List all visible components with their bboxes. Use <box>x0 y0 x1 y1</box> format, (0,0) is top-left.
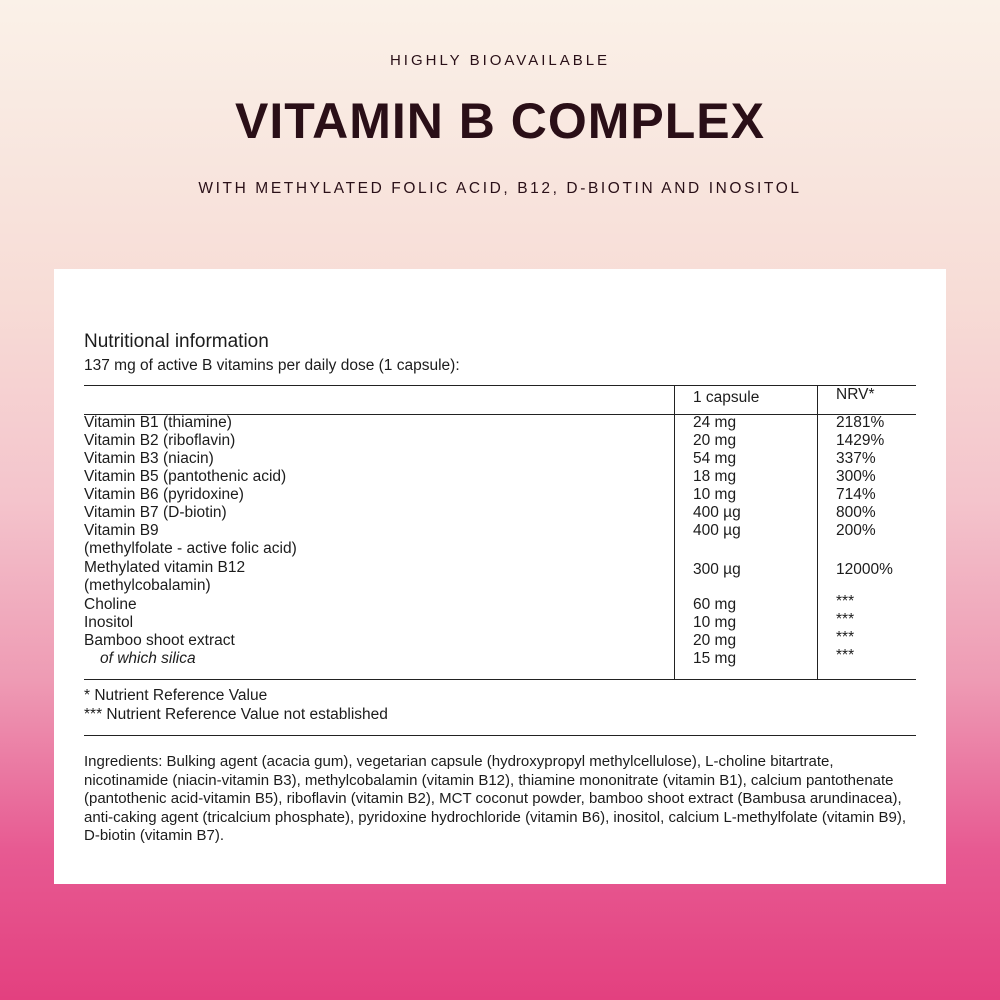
nutrient-nrv: *** <box>836 593 855 610</box>
column-header-nrv: NRV* <box>836 386 875 403</box>
nutrient-name: Vitamin B9 <box>84 522 159 539</box>
nutrient-amount: 20 mg <box>693 632 737 649</box>
nutrient-amount: 60 mg <box>693 596 737 613</box>
nutrient-name: Choline <box>84 596 137 613</box>
nutrient-nrv: 1429% <box>836 432 885 449</box>
ingredients-text: Ingredients: Bulking agent (acacia gum), vegetarian capsule (hydroxypropyl methylcellulose), L-choline bitartrate, nicotinamide (niacin-vitamin B3), methylcobalamin (vitamin B12), thiamine mononitrate (vitamin B1), calcium pantothenate (pantothenic acid-vitamin B5), riboflavin (vitamin B2), MCT coconut powder, bamboo shoot extract (Bambusa arundinacea), anti-caking agent (tricalcium phosphate), pyridoxine hydrochloride (vitamin B6), inositol, calcium L-methylfolate (vitamin B9), D-biotin (vitamin B7). <box>84 753 907 844</box>
nutrient-amount: 10 mg <box>693 486 737 503</box>
nutrient-name: Bamboo shoot extract <box>84 632 235 649</box>
column-divider <box>817 386 818 679</box>
product-title: VITAMIN B COMPLEX <box>235 93 765 149</box>
nutrient-nrv: *** <box>836 611 855 628</box>
column-header-amount: 1 capsule <box>693 389 760 406</box>
nutrient-amount: 54 mg <box>693 450 737 467</box>
nutrition-subheading: 137 mg of active B vitamins per daily dose (1 capsule): <box>84 357 460 374</box>
nutrient-amount: 15 mg <box>693 650 737 667</box>
nutrient-amount: 18 mg <box>693 468 737 485</box>
nutrition-panel <box>54 269 946 884</box>
nutrient-nrv: *** <box>836 629 855 646</box>
nutrition-table <box>84 385 916 680</box>
nutrient-amount: 400 µg <box>693 504 741 521</box>
nutrient-name: Vitamin B3 (niacin) <box>84 450 214 467</box>
nutrient-nrv: 300% <box>836 468 876 485</box>
nutrient-name: Vitamin B2 (riboflavin) <box>84 432 236 449</box>
nutrition-heading: Nutritional information <box>84 331 269 352</box>
nutrient-nrv: 12000% <box>836 561 893 578</box>
nutrient-name: Vitamin B5 (pantothenic acid) <box>84 468 287 485</box>
product-subtitle: WITH METHYLATED FOLIC ACID, B12, D-BIOTIN AND INOSITOL <box>198 180 802 197</box>
nutrient-nrv: 2181% <box>836 414 885 431</box>
nutrient-amount: 10 mg <box>693 614 737 631</box>
nutrient-name: Vitamin B6 (pyridoxine) <box>84 486 244 503</box>
footnote-nrv: * Nutrient Reference Value <box>84 687 268 704</box>
nutrient-nrv: 200% <box>836 522 876 539</box>
nutrient-nrv: 337% <box>836 450 876 467</box>
nutrient-name: Vitamin B7 (D-biotin) <box>84 504 227 521</box>
nutrient-amount: 24 mg <box>693 414 737 431</box>
nutrient-nrv: 800% <box>836 504 876 521</box>
nutrient-name: Methylated vitamin B12 <box>84 559 246 576</box>
nutrient-nrv: 714% <box>836 486 876 503</box>
column-divider <box>674 386 675 679</box>
nutrient-name: Vitamin B1 (thiamine) <box>84 414 232 431</box>
footnote-nrv-not-established: *** Nutrient Reference Value not established <box>84 706 388 723</box>
nutrient-amount: 400 µg <box>693 522 741 539</box>
nutrient-name-detail: (methylcobalamin) <box>84 577 211 594</box>
nutrient-amount: 20 mg <box>693 432 737 449</box>
eyebrow-text: HIGHLY BIOAVAILABLE <box>389 52 611 69</box>
nutrient-name: of which silica <box>100 650 196 667</box>
nutrient-name: Inositol <box>84 614 134 631</box>
nutrient-nrv: *** <box>836 647 855 664</box>
nutrient-name-detail: (methylfolate - active folic acid) <box>84 540 297 557</box>
section-divider <box>84 735 916 736</box>
nutrient-amount: 300 µg <box>693 561 741 578</box>
